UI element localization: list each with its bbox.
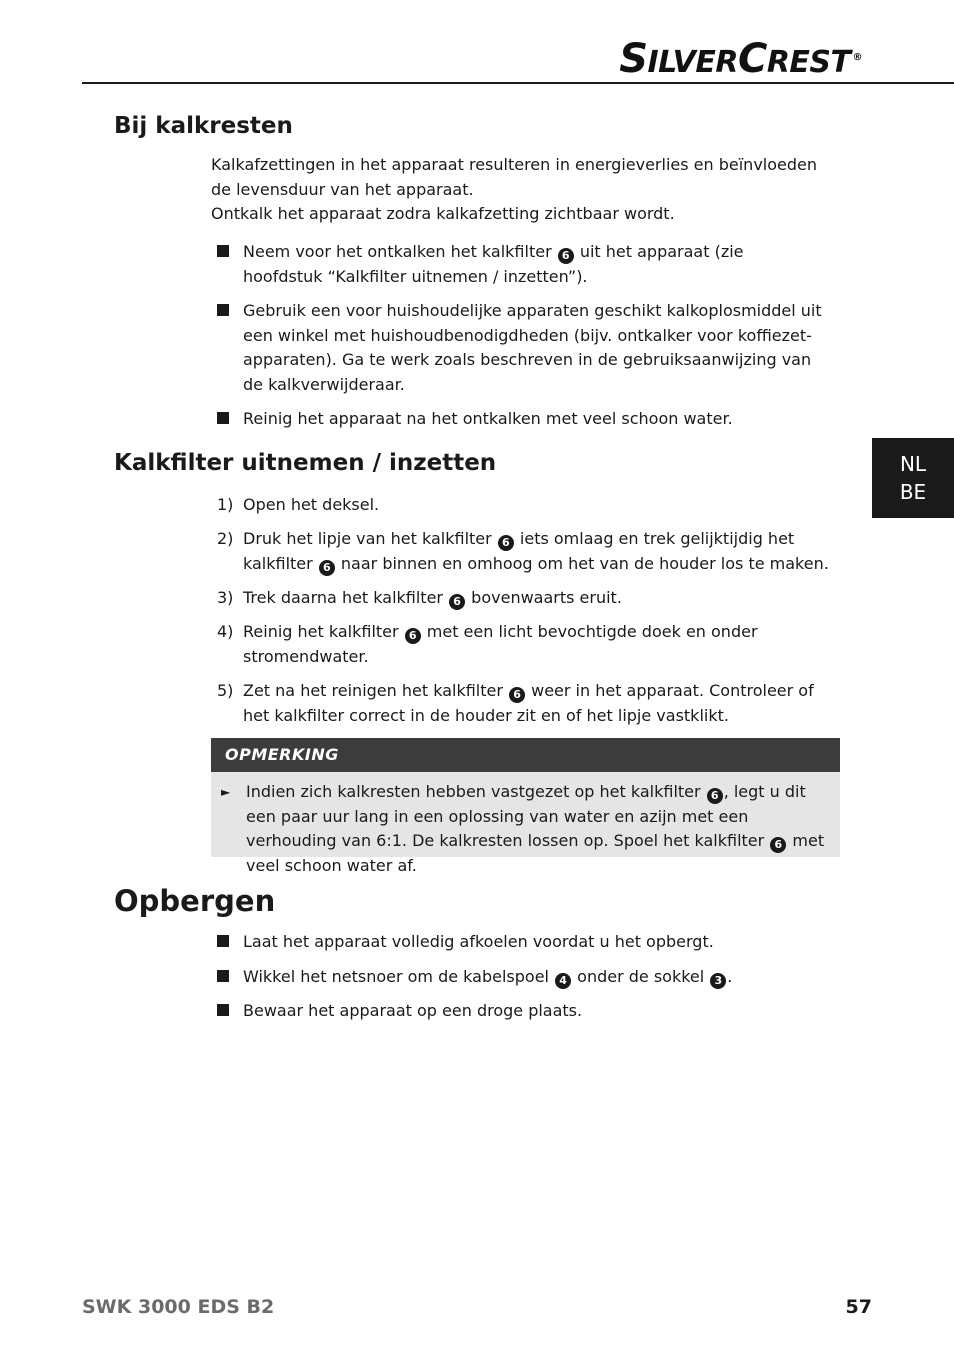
footer-model-number: SWK 3000 EDS B2	[82, 1296, 275, 1318]
square-bullet-icon	[217, 304, 229, 316]
brand-letter: C	[737, 36, 767, 82]
brand-text: ILVER	[647, 45, 738, 80]
registered-mark: ®	[852, 51, 862, 63]
section-title-kalkfilter: Kalkfilter uitnemen / inzetten	[114, 450, 497, 476]
language-code-nl: NL	[899, 452, 927, 476]
note-box	[211, 738, 840, 875]
list-item: Reinig het apparaat na het ontkalken met veel schoon water.	[217, 407, 827, 432]
header-rule	[82, 82, 954, 84]
list-item: Neem voor het ontkalken het kalkfilter 6 uit het apparaat (zie hoofdstuk “Kalkfilter uitnemen / inzetten”).	[217, 240, 827, 289]
square-bullet-icon	[217, 935, 229, 947]
ref-number-icon: 6	[707, 788, 723, 804]
language-code-be: BE	[899, 480, 927, 504]
ref-number-icon: 6	[558, 248, 574, 264]
ref-number-icon: 6	[449, 594, 465, 610]
list-item: Gebruik een voor huishoudelijke apparaten geschikt kalkoplosmiddel uit een winkel met huishoudbenodigdheden (bijv. ontkalker voor koffiezetapparaten). Ga te werk zoals beschreven in de gebruiksaanwijzing van de kalkverwijderaar.	[217, 299, 827, 397]
brand-text: REST	[766, 45, 851, 80]
ref-number-icon: 6	[509, 687, 525, 703]
list-item: Laat het apparaat volledig afkoelen voordat u het opbergt.	[217, 930, 827, 955]
list-item: Wikkel het netsnoer om de kabelspoel 4 onder de sokkel 3 .	[217, 965, 827, 990]
ref-number-icon: 3	[710, 973, 726, 989]
section-title-kalkresten: Bij kalkresten	[114, 113, 293, 139]
note-heading: OPMERKING	[211, 738, 840, 772]
square-bullet-icon	[217, 412, 229, 424]
numbered-step: 4) Reinig het kalkfilter 6 met een licht bevochtigde doek en onder stromendwater.	[217, 622, 758, 666]
section-title-opbergen: Opbergen	[114, 884, 276, 918]
ref-number-icon: 6	[770, 837, 786, 853]
ref-number-icon: 6	[405, 628, 421, 644]
square-bullet-icon	[217, 245, 229, 257]
note-text: ► Indien zich kalkresten hebben vastgezet op het kalkfilter 6 , legt u dit een paar uur lang in een oplossing van water en azijn met een verhouding van 6:1. De kalkresten lossen op. Spoel het kalkfilter 6 met veel schoon water af.	[221, 782, 825, 875]
numbered-step: 3) Trek daarna het kalkfilter 6 bovenwaarts eruit.	[217, 588, 622, 608]
square-bullet-icon	[217, 1004, 229, 1016]
numbered-step: 1) Open het deksel.	[217, 495, 380, 514]
brand-letter: S	[619, 36, 648, 82]
paragraph-kalk-advice: Ontkalk het apparaat zodra kalkafzetting zichtbaar wordt.	[211, 204, 675, 223]
ref-number-icon: 4	[555, 973, 571, 989]
paragraph-kalk-intro: Kalkafzettingen in het apparaat resulteren in energieverlies en beïnvloeden de levensduur van het apparaat.	[211, 155, 818, 199]
numbered-step: 5) Zet na het reinigen het kalkfilter 6 weer in het apparaat. Controleer of het kalkfilter correct in de houder zit en of het lipje vastklikt.	[217, 681, 814, 725]
arrow-right-icon: ►	[221, 785, 231, 799]
ref-number-icon: 6	[498, 535, 514, 551]
square-bullet-icon	[217, 970, 229, 982]
ref-number-icon: 6	[319, 560, 335, 576]
page-number: 57	[845, 1296, 872, 1318]
brand-logo	[619, 36, 862, 82]
language-tab	[872, 438, 954, 518]
list-item: Bewaar het apparaat op een droge plaats.	[217, 999, 827, 1024]
numbered-step: 2) Druk het lipje van het kalkfilter 6 iets omlaag en trek gelijktijdig het kalkfilter 6 naar binnen en omhoog om het van de houder los te maken.	[217, 529, 829, 574]
